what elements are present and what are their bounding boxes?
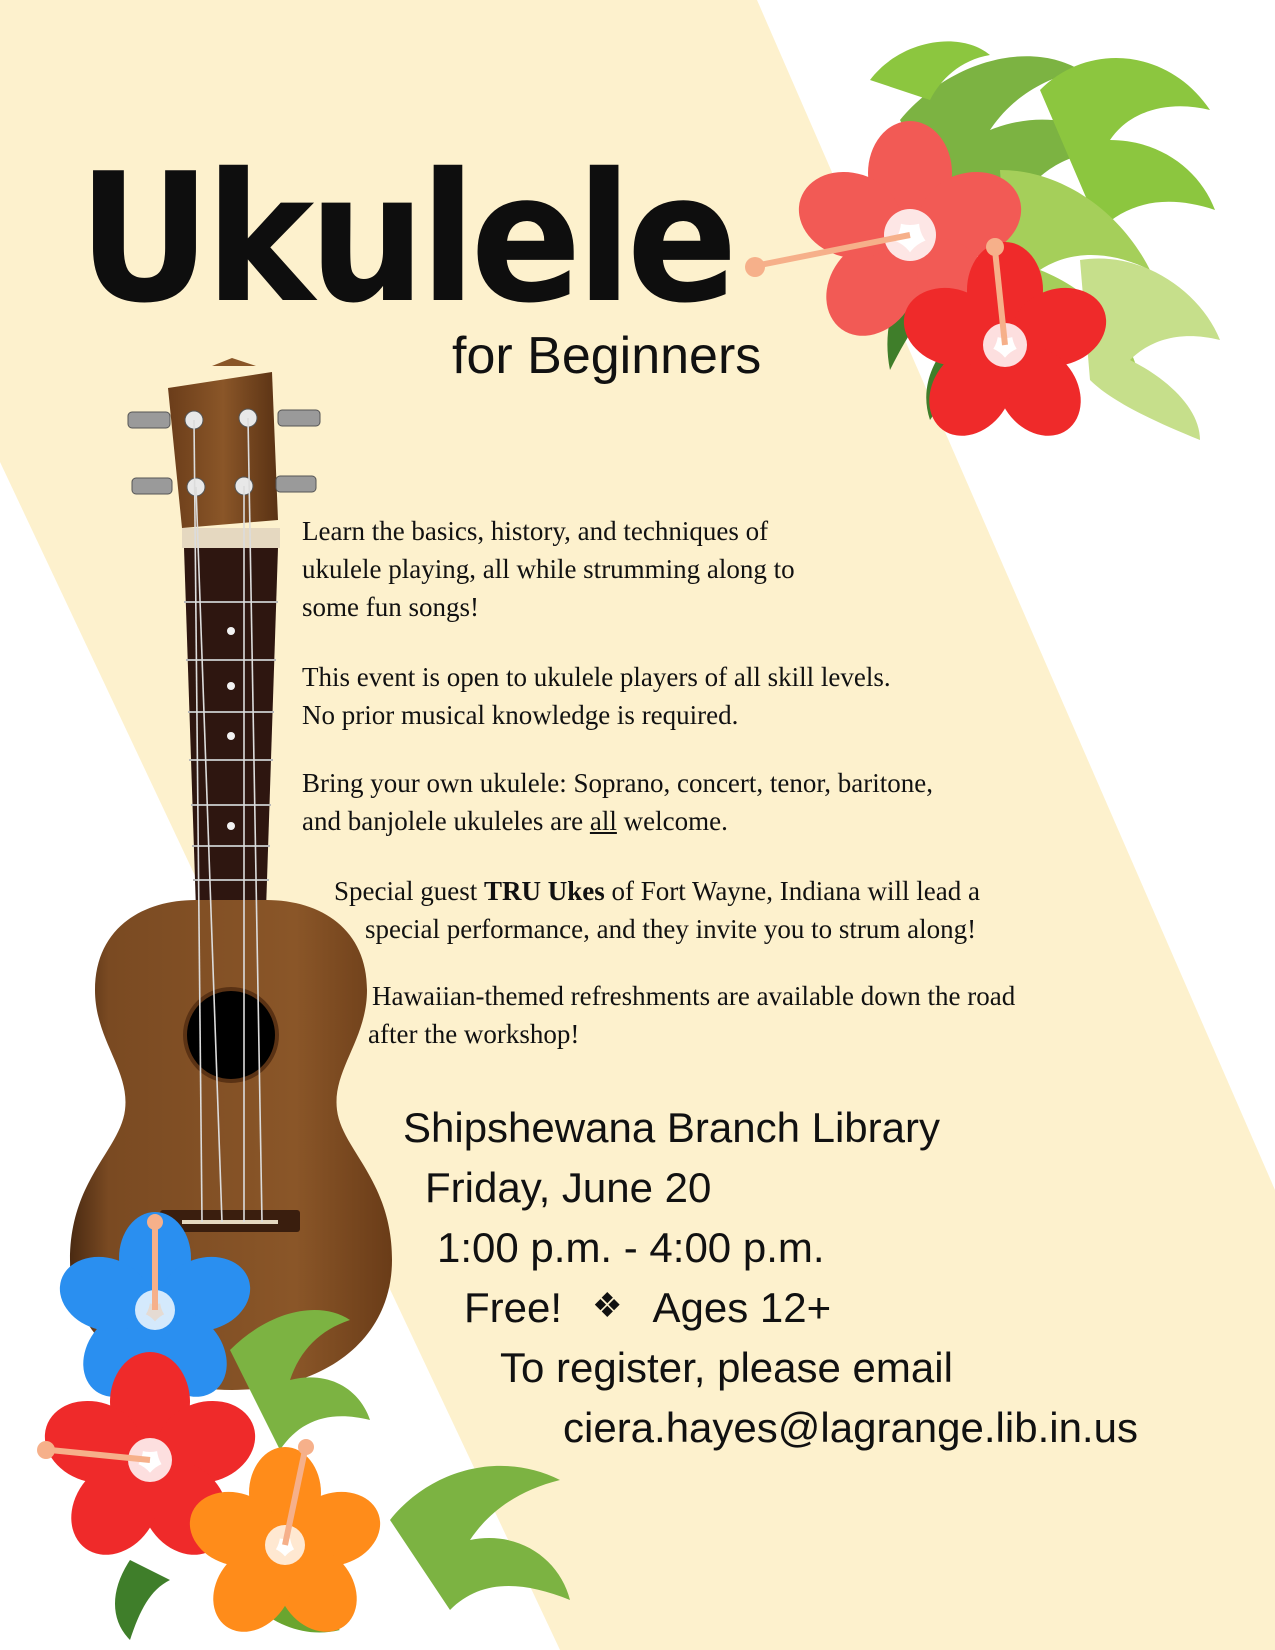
intro-paragraph: Learn the basics, history, and techniques of ukulele playing, all while strumming along to some fun songs! — [302, 516, 795, 622]
event-ages: Ages 12+ — [652, 1284, 832, 1331]
register-instructions: To register, please email — [500, 1344, 953, 1391]
diamond-separator-icon: ❖ — [592, 1287, 623, 1325]
skill-level-paragraph: This event is open to ukulele players of all skill levels. No prior musical knowledge is required. — [302, 662, 891, 730]
refreshments-paragraph: Hawaiian-themed refreshments are available down the road after the workshop! — [368, 981, 1016, 1049]
guest-name: TRU Ukes — [483, 876, 605, 906]
event-time: 1:00 p.m. - 4:00 p.m. — [437, 1224, 825, 1271]
bring-ukulele-paragraph: Bring your own ukulele: Soprano, concert, tenor, baritone, and banjolele ukuleles are all welcome. — [302, 768, 934, 836]
flyer-subtitle: for Beginners — [452, 327, 762, 385]
ukulele-headstock — [168, 372, 278, 528]
ukulele-sound-hole — [185, 989, 277, 1081]
price-and-ages — [464, 1284, 832, 1331]
register-email-link[interactable]: ciera.hayes@lagrange.lib.in.us — [563, 1404, 1138, 1451]
event-price: Free! — [464, 1284, 563, 1331]
flyer-title: Ukulele — [78, 135, 733, 342]
emphasis-all: all — [589, 806, 617, 836]
event-location: Shipshewana Branch Library — [403, 1104, 940, 1151]
special-guest-paragraph: Special guest TRU Ukes of Fort Wayne, Indiana will lead a special performance, and they invite you to strum along! — [334, 876, 980, 944]
event-date: Friday, June 20 — [425, 1164, 712, 1211]
